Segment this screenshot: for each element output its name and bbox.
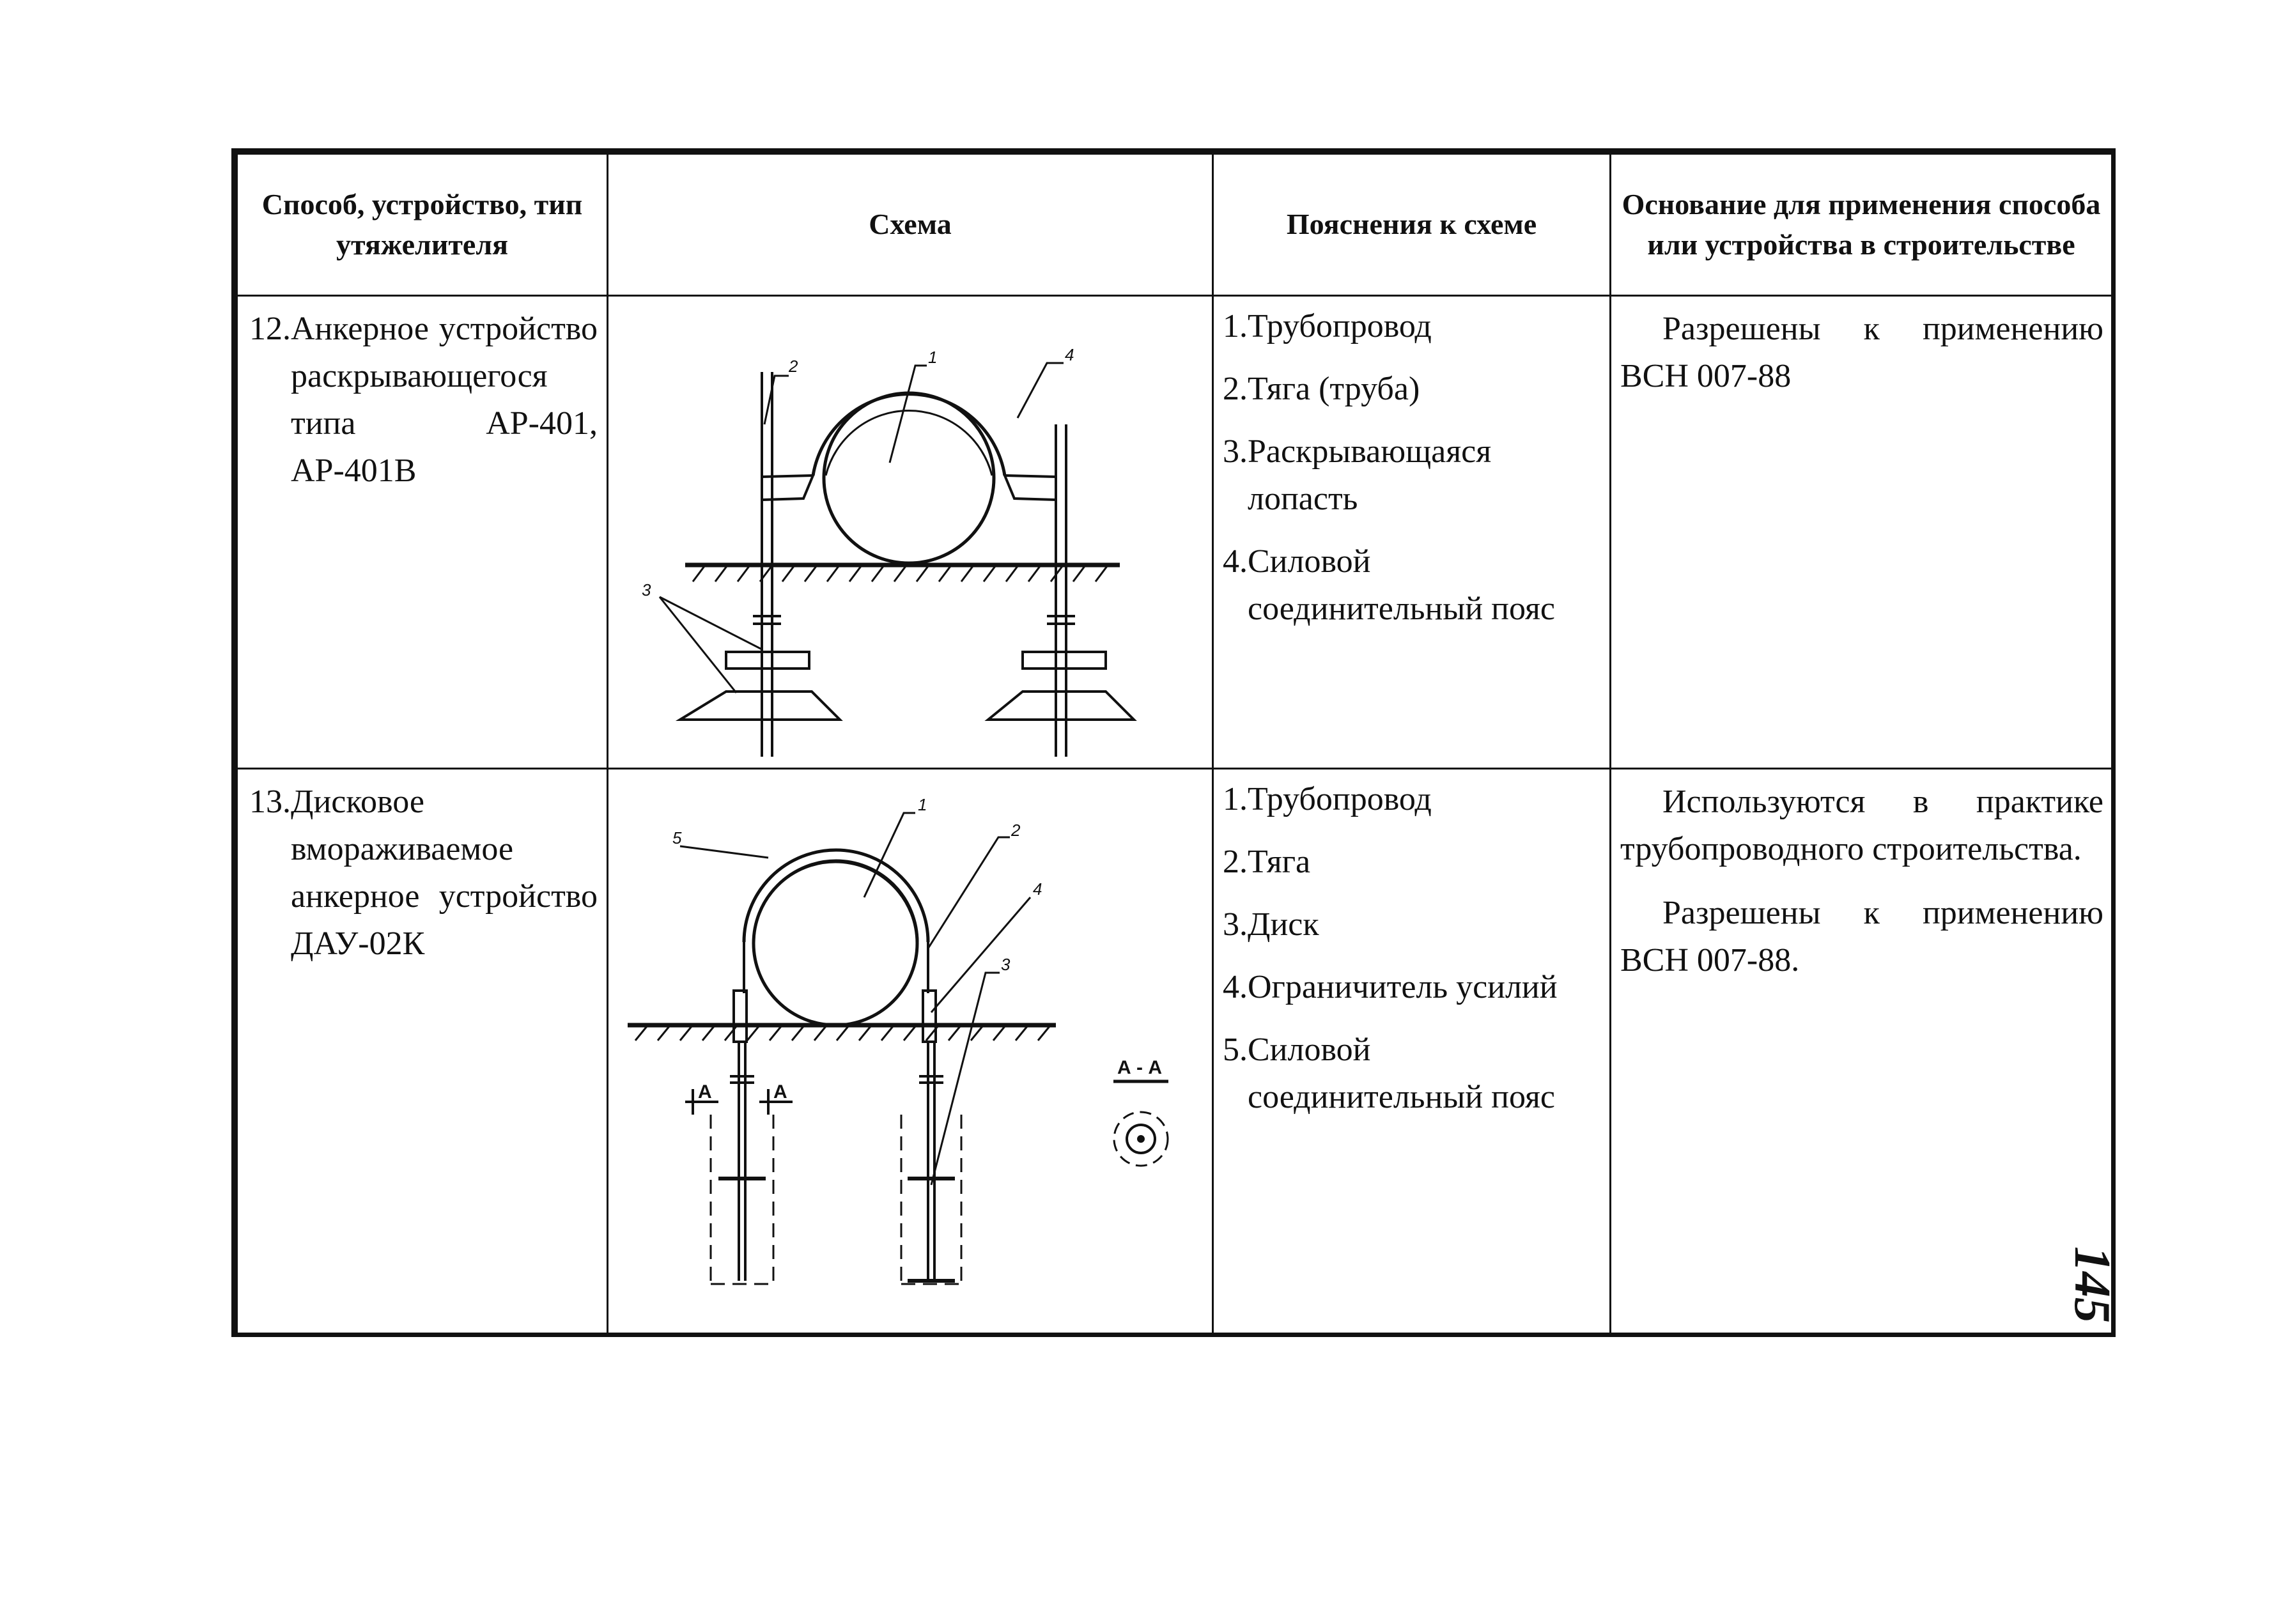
scheme-label-4: 4 — [1065, 345, 1074, 364]
list-item — [1223, 303, 1602, 350]
scheme-label-1: 1 — [918, 795, 927, 814]
header-scheme: Схема — [608, 154, 1213, 296]
basis-cell — [1611, 296, 2112, 769]
scheme-label-1: 1 — [928, 348, 938, 367]
basis-text: Разрешены к применению ВСН 007-88 — [1620, 311, 2103, 394]
item-text: Раскрывающаяся лопасть — [1248, 433, 1492, 517]
scheme-cell — [608, 296, 1213, 769]
list-item — [1223, 538, 1602, 633]
scheme-label-3: 3 — [1001, 955, 1011, 974]
header-method: Способ, устройство, тип утяжелителя — [237, 154, 608, 296]
table-header-row — [237, 154, 2112, 296]
method-cell — [237, 296, 608, 769]
anchor-dau02k-diagram — [608, 769, 1209, 1332]
item-number: 1. — [1223, 781, 1248, 817]
scheme-label-5: 5 — [672, 828, 682, 847]
list-item — [1223, 901, 1602, 948]
scheme-label-3: 3 — [642, 580, 651, 599]
section-mark-left: А — [698, 1081, 712, 1102]
explanations-cell — [1213, 296, 1611, 769]
scheme-label-4: 4 — [1033, 879, 1042, 899]
item-text: Силовой соединительный пояс — [1248, 543, 1555, 627]
header-basis: Основание для применения способа или устройства в строительстве — [1611, 154, 2112, 296]
list-item — [1223, 839, 1602, 886]
section-mark-right: А — [773, 1081, 787, 1102]
scheme-label-2: 2 — [1011, 821, 1021, 840]
header-explanations: Пояснения к схеме — [1213, 154, 1611, 296]
item-number: 2. — [1223, 844, 1248, 880]
item-text: Диск — [1248, 906, 1319, 943]
explanations-cell — [1213, 769, 1611, 1334]
page-number: 145 — [2064, 1246, 2120, 1323]
scheme-cell — [608, 769, 1213, 1334]
item-text: Трубопровод — [1248, 781, 1432, 817]
basis-text: Используются в практике трубопроводного строительства. — [1620, 784, 2103, 867]
item-number: 1. — [1223, 308, 1248, 344]
list-item — [1223, 1026, 1602, 1121]
list-item — [1223, 964, 1602, 1011]
item-text: Трубопровод — [1248, 308, 1432, 344]
table-row — [237, 296, 2112, 769]
row-number: 13. — [249, 784, 291, 820]
scheme-label-2: 2 — [789, 357, 798, 376]
item-text: Тяга — [1248, 844, 1311, 880]
basis-cell — [1611, 769, 2112, 1334]
method-text: Дисковое вмораживаемое анкерное устройство ДАУ-02К — [291, 784, 598, 962]
item-number: 2. — [1223, 371, 1248, 407]
list-item — [1223, 428, 1602, 523]
item-number: 5. — [1223, 1032, 1248, 1068]
item-number: 4. — [1223, 969, 1248, 1005]
table-row — [237, 769, 2112, 1334]
item-number: 3. — [1223, 906, 1248, 943]
anchor-devices-table — [231, 148, 2116, 1337]
section-label: А - А — [1117, 1057, 1162, 1078]
list-item — [1223, 776, 1602, 823]
method-text: Анкерное устройство раскрывающегося типа АР-401, АР-401В — [291, 311, 598, 489]
row-number: 12. — [249, 311, 291, 347]
list-item — [1223, 366, 1602, 413]
item-number: 4. — [1223, 543, 1248, 580]
item-text: Силовой соединительный пояс — [1248, 1032, 1555, 1115]
method-cell — [237, 769, 608, 1334]
item-text: Ограничитель усилий — [1248, 969, 1558, 1005]
item-text: Тяга (труба) — [1248, 371, 1420, 407]
basis-text: Разрешены к применению ВСН 007-88. — [1620, 895, 2103, 978]
item-number: 3. — [1223, 433, 1248, 470]
anchor-ar401-diagram — [608, 297, 1209, 763]
